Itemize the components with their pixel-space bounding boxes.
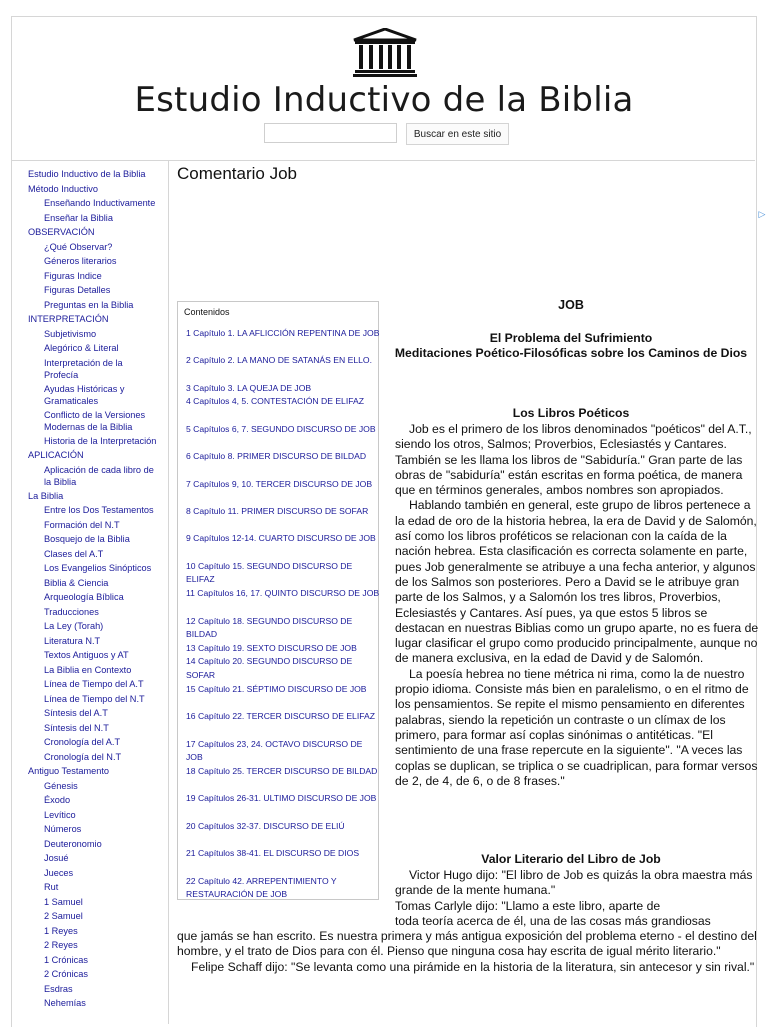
sidebar-item[interactable] (44, 519, 120, 531)
sidebar-item-label: Nehemías (44, 998, 86, 1008)
sidebar-item[interactable] (44, 464, 154, 488)
toc-item[interactable]: 6 Capítulo 8. PRIMER DISCURSO DE BILDAD (186, 451, 367, 462)
sidebar-item-label: Enseñando Inductivamente (44, 198, 156, 208)
sidebar-item[interactable] (44, 910, 83, 922)
sidebar-item-label: Clases del A.T (44, 548, 104, 559)
sidebar-item-label: 2 Reyes (44, 940, 78, 950)
sidebar-item-label: Números (44, 824, 82, 834)
sidebar-item-label-2: Profecía (44, 369, 79, 380)
site-title: Estudio Inductivo de la Biblia (134, 80, 634, 120)
toc-title: Contenidos (184, 307, 230, 317)
sidebar-item-label-2: la Biblia (44, 476, 77, 487)
sidebar-item[interactable] (44, 606, 99, 618)
toc-item[interactable]: 15 Capítulo 21. SÉPTIMO DISCURSO DE JOB (186, 683, 367, 694)
sidebar-item-label: INTERPRETACIÓN (28, 314, 109, 324)
sidebar-item-label: La Biblia en Contexto (44, 664, 132, 675)
sidebar-item[interactable] (44, 270, 102, 282)
sidebar-item-label: 1 Reyes (44, 925, 78, 936)
section-title-libros-poeticos: Los Libros Poéticos (512, 406, 630, 420)
sidebar-item[interactable] (44, 284, 110, 296)
sidebar-item-label: Línea de Tiempo del N.T (44, 693, 145, 704)
sidebar-item[interactable] (44, 620, 103, 632)
paragraph-3: La poesía hebrea no tiene métrica ni rima, como la de nuestro propio idioma. Consiste más bien en paralelismo, o en el ritmo de los pensamientos. Se repite el mismo pensamiento en diferentes palabras, siendo la repetición un contraste o un clímax de los primero, para formar así coplas sinónimas o antitéticas. "El sentimiento de una frase repercute en la siguiente". "A veces las coplas se duplican, se triplica o se cuadriplican, para formar versos de 2, de 4, de 6, o de 8 frases." (395, 666, 758, 788)
sidebar-item-label: Bosquejo de la Biblia (44, 534, 130, 544)
sidebar-item[interactable] (44, 997, 86, 1009)
sidebar-item[interactable] (28, 313, 108, 325)
sidebar-item[interactable] (44, 736, 120, 748)
sidebar-item-label: La Ley (Torah) (44, 621, 104, 631)
toc-item[interactable]: 18 Capítulo 25. TERCER DISCURSO DE BILDAD (186, 766, 378, 776)
quote-carlyle-line1: Tomas Carlyle dijo: "Llamo a este libro, aparte de (395, 898, 661, 913)
sidebar-item-label: Éxodo (44, 795, 71, 805)
page-title: Comentario Job (177, 164, 298, 183)
sidebar-item[interactable] (44, 504, 154, 516)
toc-item[interactable]: 19 Capítulos 26-31. ULTIMO DISCURSO DE JOB (186, 793, 377, 804)
quote-schaff: Felipe Schaff dijo: "Se levanta como una pirámide en la historia de la literatura, sin antecesor y sin rival." (191, 959, 755, 974)
toc-item[interactable]: 13 Capítulo 19. SEXTO DISCURSO DE JOB (186, 642, 357, 653)
table-of-contents (177, 301, 379, 900)
sidebar-item-label: Esdras (44, 983, 73, 994)
sidebar-item[interactable] (28, 449, 84, 461)
search-input[interactable] (264, 123, 397, 143)
sidebar-item[interactable] (28, 490, 63, 502)
sidebar-item[interactable] (44, 635, 100, 647)
toc-item[interactable]: 5 Capítulos 6, 7. SEGUNDO DISCURSO DE JOB (186, 423, 376, 434)
sidebar-item-label: Arqueología Bíblica (44, 592, 124, 602)
sidebar-item-label: Ayudas Históricas y (44, 383, 125, 394)
sidebar-item[interactable] (44, 780, 78, 792)
sidebar-item[interactable] (28, 226, 95, 238)
sidebar-item-label-2: Gramaticales (44, 395, 99, 406)
sidebar-item-label: Enseñar la Biblia (44, 212, 113, 223)
sidebar-item[interactable] (44, 342, 119, 354)
sidebar-item[interactable] (44, 409, 145, 433)
sidebar-item[interactable] (44, 925, 78, 937)
sidebar-item-label: 2 Crónicas (44, 969, 88, 979)
sidebar-item-label: Géneros literarios (44, 256, 117, 266)
article-subheading-2: Meditaciones Poético-Filosóficas sobre los Caminos de Dios (394, 346, 748, 360)
sidebar-item[interactable] (44, 809, 76, 821)
sidebar-item-label: 2 Samuel (44, 911, 83, 921)
sidebar-divider (168, 160, 169, 1024)
sidebar-item-label: Cronología del N.T (44, 751, 122, 762)
toc-item[interactable]: 1 Capítulo 1. LA AFLICCIÓN REPENTINA DE JOB (186, 328, 380, 338)
toc-item[interactable]: 11 Capítulos 16, 17. QUINTO DISCURSO DE JOB (186, 588, 380, 599)
sidebar-item[interactable] (44, 678, 144, 690)
toc-item[interactable]: 22 Capítulo 42. ARREPENTIMIENTO Y RESTAURACIÓN DE JOB (186, 875, 337, 900)
article-heading: JOB (558, 298, 584, 312)
sidebar-item-label: APLICACIÓN (28, 450, 84, 460)
sidebar-item-label: Cronología del A.T (44, 737, 121, 747)
sidebar-item[interactable] (44, 649, 129, 661)
paragraph-2: Hablando también en general, este grupo de libros pertenece a la edad de oro de la historia hebrea, la era de David y de Salomón, así como los libros proféticos se relacionan con la caída de la nación hebrea. Esta clasificación es correcta solamente en parte, pues Job generalmente se atribuye a una fecha anterior, y algunos de los Salmos son posteriores. Pero a David se le atribuye gran parte de los Salmos, y a Salomón los tres libros, Proverbios, Eclesiastés y Cantares. Así pues, ya que estos 5 libros se destacan en nuestras Biblias como un grupo aparte, no es fuera de lugar clasificar el grupo como producido principalmente, aunque no de manera exclusiva, en la edad de David y de Salomón. (395, 498, 759, 666)
sidebar-item-label: Estudio Inductivo de la Biblia (28, 169, 146, 179)
quote-hugo-text: Victor Hugo dijo: "El libro de Job es quizás la obra maestra más grande de la mente humana." (395, 868, 753, 898)
sidebar-item[interactable] (44, 562, 151, 574)
sidebar-item[interactable] (44, 722, 109, 734)
sidebar-item[interactable] (28, 168, 145, 180)
sidebar-item[interactable] (44, 707, 108, 719)
quote-hugo (395, 868, 760, 929)
sidebar-item[interactable] (44, 548, 103, 560)
toc-item[interactable]: 8 Capítulo 11. PRIMER DISCURSO DE SOFAR (186, 505, 369, 516)
article-subheading-1: El Problema del Sufrimiento (489, 331, 653, 345)
sidebar-item[interactable] (44, 794, 70, 806)
toc-item[interactable]: 4 Capítulos 4, 5. CONTESTACIÓN DE ELIFAZ (186, 396, 364, 407)
sidebar-item-label: Textos Antiguos y AT (44, 650, 129, 660)
sidebar-item-label: Jueces (44, 867, 74, 878)
sidebar-item[interactable] (44, 881, 58, 893)
toc-item[interactable]: 9 Capítulos 12-14. CUARTO DISCURSO DE JOB (186, 533, 376, 544)
sidebar-item-label: Entre los Dos Testamentos (44, 505, 154, 515)
sidebar-item-label: Alegórico & Literal (44, 343, 119, 353)
sidebar-item-label: Formación del N.T (44, 519, 120, 530)
sidebar-item[interactable] (44, 954, 88, 966)
sidebar-item[interactable] (28, 183, 98, 195)
sidebar-item-label-2: Modernas de la Biblia (44, 421, 133, 432)
sidebar-item[interactable] (44, 983, 73, 995)
sidebar-item-label: 1 Samuel (44, 896, 83, 907)
sidebar-item-label: La Biblia (28, 490, 64, 501)
header-divider (12, 160, 755, 161)
paragraph-1: Job es el primero de los libros denominados "poéticos" del A.T., siendo los otros, Salmos; Proverbios, Eclesiastés y Cantares. También se les llama los libros de "Sabiduría." Gran parte de las obras de "sabiduría" están escritas en forma poética, de manera que en términos generales, ambos nombres son apropiados. (395, 422, 752, 498)
sidebar-item[interactable] (44, 867, 73, 879)
temple-logo-icon (352, 28, 418, 78)
sidebar-item-label: Conflicto de la Versiones (44, 409, 146, 420)
sidebar-item-label: Figuras Indice (44, 270, 102, 281)
toc-item[interactable]: 21 Capítulos 38-41. EL DISCURSO DE DIOS (186, 848, 360, 859)
sidebar-item[interactable] (44, 823, 81, 835)
sidebar-item-label: Antiguo Testamento (28, 766, 110, 776)
sidebar-item[interactable] (44, 751, 121, 763)
sidebar-item-label: OBSERVACIÓN (28, 227, 95, 237)
sidebar-item-label: Historia de la Interpretación (44, 435, 157, 446)
sidebar-item-label: Preguntas en la Biblia (44, 299, 134, 310)
sidebar-item[interactable] (44, 299, 133, 311)
toc-item[interactable]: 16 Capítulo 22. TERCER DISCURSO DE ELIFAZ (186, 711, 375, 722)
sidebar-item[interactable] (44, 939, 78, 951)
sidebar-item[interactable] (44, 255, 117, 267)
sidebar-item[interactable] (44, 328, 96, 340)
section-title-valor-literario: Valor Literario del Libro de Job (481, 852, 661, 866)
sidebar-item[interactable] (28, 765, 109, 777)
article-body (395, 422, 760, 789)
sidebar-item[interactable] (44, 693, 145, 705)
quote-carlyle-line2: toda teoría acerca de él, una de las cosas más grandiosas (395, 913, 711, 928)
sidebar-item[interactable] (44, 896, 83, 908)
sidebar-item-label: Síntesis del N.T (44, 722, 109, 733)
toc-item[interactable]: 14 Capítulo 20. SEGUNDO DISCURSO DE SOFAR (186, 656, 353, 680)
sidebar-item-label: 1 Crónicas (44, 954, 88, 965)
sidebar-item-label: Traducciones (44, 606, 99, 617)
search-button[interactable]: Buscar en este sitio (406, 123, 509, 145)
toc-item[interactable]: 3 Capítulo 3. LA QUEJA DE JOB (186, 382, 312, 393)
toc-item[interactable]: 10 Capítulo 15. SEGUNDO DISCURSO DE ELIFAZ (186, 560, 353, 585)
sidebar-item-label: Método Inductivo (28, 183, 98, 194)
toc-item[interactable]: 2 Capítulo 2. LA MANO DE SATANÁS EN ELLO. (186, 355, 372, 366)
toc-item[interactable]: 17 Capítulos 23, 24. OCTAVO DISCURSO DE JOB (186, 738, 363, 763)
sidebar-item[interactable] (44, 383, 125, 407)
sidebar-item-label: Génesis (44, 780, 78, 791)
sidebar-item-label: Biblia & Ciencia (44, 577, 109, 588)
sidebar-item[interactable] (44, 212, 113, 224)
toc-item[interactable]: 20 Capítulos 32-37. DISCURSO DE ELIÚ (186, 820, 345, 831)
sidebar-item-label: Deuteronomio (44, 838, 102, 849)
sidebar-item[interactable] (44, 591, 124, 603)
sidebar-item-label: Rut (44, 882, 59, 892)
sidebar-item[interactable] (44, 357, 123, 381)
sidebar-item-label: Josué (44, 853, 69, 863)
sidebar-item[interactable] (44, 838, 102, 850)
sidebar-item-label: ¿Qué Observar? (44, 241, 113, 252)
sidebar-item-label: Subjetivismo (44, 328, 97, 339)
sidebar-item-label: Levítico (44, 809, 76, 820)
sidebar-item-label: Línea de Tiempo del A.T (44, 679, 144, 689)
sidebar-item[interactable] (44, 533, 130, 545)
sidebar-item-label: Los Evangelios Sinópticos (44, 563, 152, 573)
sidebar-item-label: Síntesis del A.T (44, 708, 108, 718)
sidebar-item-label: Figuras Detalles (44, 285, 111, 295)
sidebar-item[interactable] (44, 664, 131, 676)
sidebar-item[interactable] (44, 968, 88, 980)
sidebar-item[interactable] (44, 197, 155, 209)
sidebar-item[interactable] (44, 435, 156, 447)
toc-item[interactable]: 12 Capítulo 18. SEGUNDO DISCURSO DE BILDAD (186, 615, 353, 639)
ad-choices-icon[interactable]: ▷ (758, 209, 766, 219)
toc-item[interactable]: 7 Capítulos 9, 10. TERCER DISCURSO DE JOB (186, 478, 373, 489)
sidebar-item-label: Literatura N.T (44, 635, 101, 646)
quote-carlyle-cont (177, 929, 757, 975)
sidebar-item-label: Aplicación de cada libro de (44, 464, 154, 475)
sidebar-item[interactable] (44, 852, 69, 864)
sidebar-item[interactable] (44, 577, 108, 589)
sidebar-item[interactable] (44, 241, 112, 253)
quote-carlyle-line3: que jamás se han escrito. Es nuestra primera y más antigua exposición del problema eterno - el destino del hombre, y el trato de Dios para con él. Pienso que ninguna cosa hay escrita de igual mérito literario." (177, 929, 757, 959)
sidebar-item-label: Interpretación de la (44, 357, 123, 368)
